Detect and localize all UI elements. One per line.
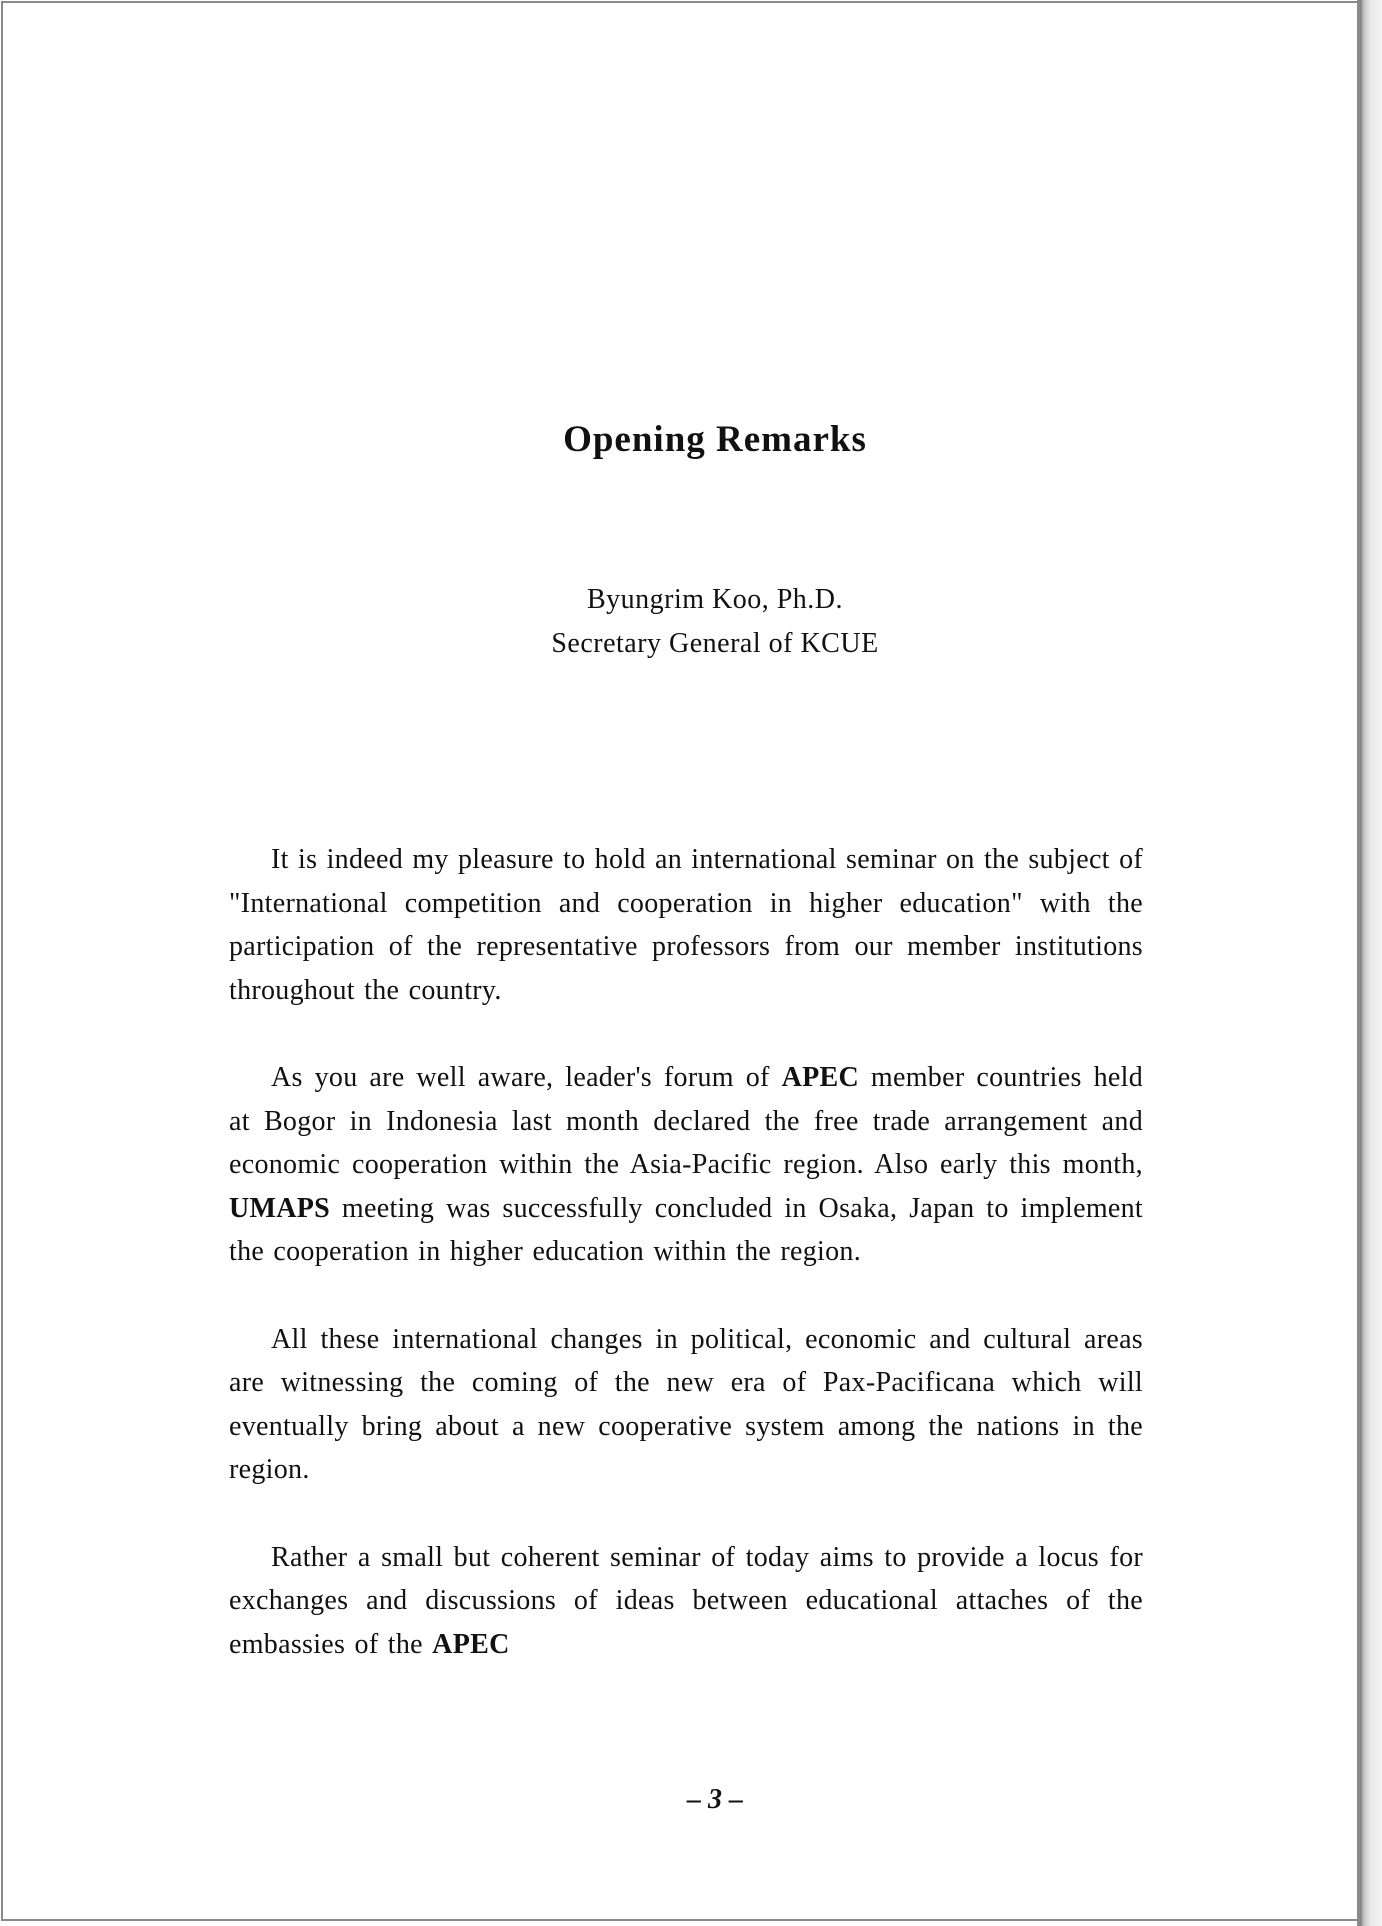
paragraph-1 (229, 838, 1143, 1012)
page-number: – 3 – (687, 1784, 743, 1815)
paragraph-3 (229, 1318, 1143, 1492)
author-name: Byungrim Koo, Ph.D. (586, 584, 844, 615)
bold-term: UMAPS (229, 1192, 331, 1224)
paragraph-text: Rather a small but coherent seminar of today aims to provide a locus for exchanges and discussions of ideas between educational attaches of the embassies of the (229, 1541, 1143, 1660)
paragraph-text: All these international changes in political, economic and cultural areas are witnessing the coming of the new era of Pax-Pacificana which will eventually bring about a new cooperative system among the nations in the region. (229, 1323, 1143, 1485)
bold-term: APEC (781, 1062, 859, 1093)
paragraph-text: It is indeed my pleasure to hold an international seminar on the subject of "International competition and cooperation in higher education" with the participation of the representative professors from our member institutions throughout the country. (229, 844, 1143, 1006)
paragraph-text: As you are well aware, leader's forum of (271, 1062, 782, 1093)
paragraph-4 (229, 1536, 1143, 1667)
author-position: Secretary General of KCUE (551, 628, 879, 659)
bold-term: APEC (432, 1628, 510, 1660)
paragraph-text: member countries held at Bogor in Indonesia last month declared the free trade arrangement and economic cooperation within the Asia-Pacific region. Also early this month, (229, 1062, 1143, 1180)
paragraph-text: meeting was successfully concluded in Osaka, Japan to implement the cooperation in higher education within the region. (229, 1192, 1143, 1267)
page-title: Opening Remarks (563, 419, 867, 460)
page-shadow (1360, 0, 1382, 1926)
author-block (0, 578, 1382, 666)
body-text (229, 838, 1143, 1710)
paragraph-2 (229, 1056, 1143, 1274)
